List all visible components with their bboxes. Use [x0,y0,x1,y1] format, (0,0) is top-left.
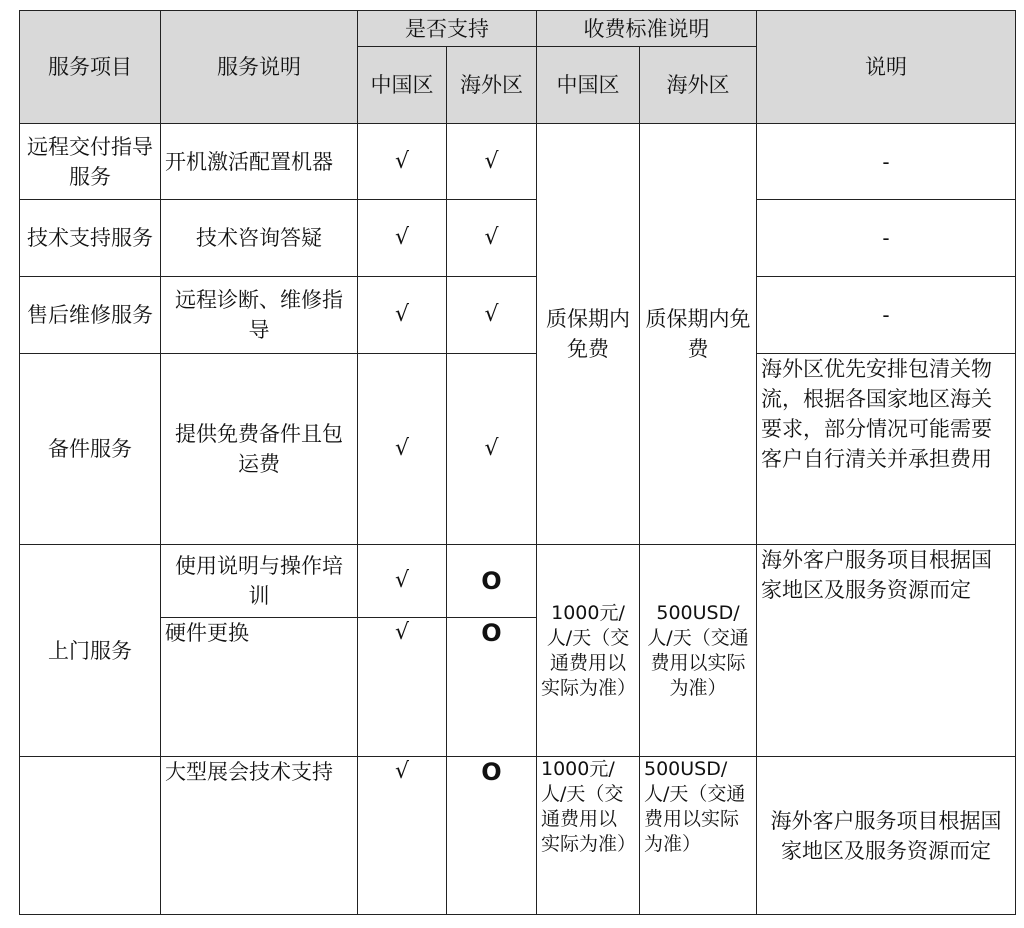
check-mark-icon: √ [447,124,537,200]
header-service-desc: 服务说明 [161,11,358,124]
table-row [20,277,1016,354]
fee-overseas: 500USD/人/天（交通费用以实际为准） [640,757,757,915]
check-mark-icon: √ [447,277,537,354]
header-china: 中国区 [358,47,447,124]
header-fee: 收费标准说明 [537,11,757,47]
service-item: 上门服务 [20,545,161,757]
check-mark-icon: √ [358,757,447,915]
remark: 海外客户服务项目根据国家地区及服务资源而定 [757,545,1016,757]
service-desc: 远程诊断、维修指导 [161,277,358,354]
header-overseas-fee: 海外区 [640,47,757,124]
service-item: 技术支持服务 [20,200,161,277]
service-item-empty [20,757,161,915]
service-item: 备件服务 [20,354,161,545]
remark: - [757,200,1016,277]
fee-china-onsite: 1000元/人/天（交通费用以实际为准） [537,545,640,757]
circle-mark-icon: O [447,618,537,757]
table-row [20,124,1016,200]
table-row [20,545,1016,618]
check-mark-icon: √ [358,124,447,200]
check-mark-icon: √ [447,200,537,277]
remark: 海外客户服务项目根据国家地区及服务资源而定 [757,757,1016,915]
service-desc: 使用说明与操作培训 [161,545,358,618]
table-row [20,200,1016,277]
remark: - [757,277,1016,354]
fee-china: 1000元/人/天（交通费用以实际为准） [537,757,640,915]
check-mark-icon: √ [358,354,447,545]
check-mark-icon: √ [358,277,447,354]
fee-overseas-warranty: 质保期内免费 [640,124,757,545]
header-remark: 说明 [757,11,1016,124]
fee-china-warranty: 质保期内免费 [537,124,640,545]
service-item: 远程交付指导服务 [20,124,161,200]
check-mark-icon: √ [358,200,447,277]
service-desc: 技术咨询答疑 [161,200,358,277]
header-overseas: 海外区 [447,47,537,124]
table-row [20,354,1016,545]
service-desc: 大型展会技术支持 [161,757,358,915]
check-mark-icon: √ [358,618,447,757]
table-row [20,757,1016,915]
check-mark-icon: √ [447,354,537,545]
circle-mark-icon: O [447,757,537,915]
service-desc: 提供免费备件且包运费 [161,354,358,545]
remark: - [757,124,1016,200]
service-item: 售后维修服务 [20,277,161,354]
service-table [19,10,1016,915]
check-mark-icon: √ [358,545,447,618]
service-desc: 硬件更换 [161,618,358,757]
circle-mark-icon: O [447,545,537,618]
header-service-item: 服务项目 [20,11,161,124]
fee-overseas-onsite: 500USD/人/天（交通费用以实际为准） [640,545,757,757]
header-supported: 是否支持 [358,11,537,47]
service-desc: 开机激活配置机器 [161,124,358,200]
header-china-fee: 中国区 [537,47,640,124]
remark: 海外区优先安排包清关物流，根据各国家地区海关要求，部分情况可能需要客户自行清关并承担费用 [757,354,1016,545]
